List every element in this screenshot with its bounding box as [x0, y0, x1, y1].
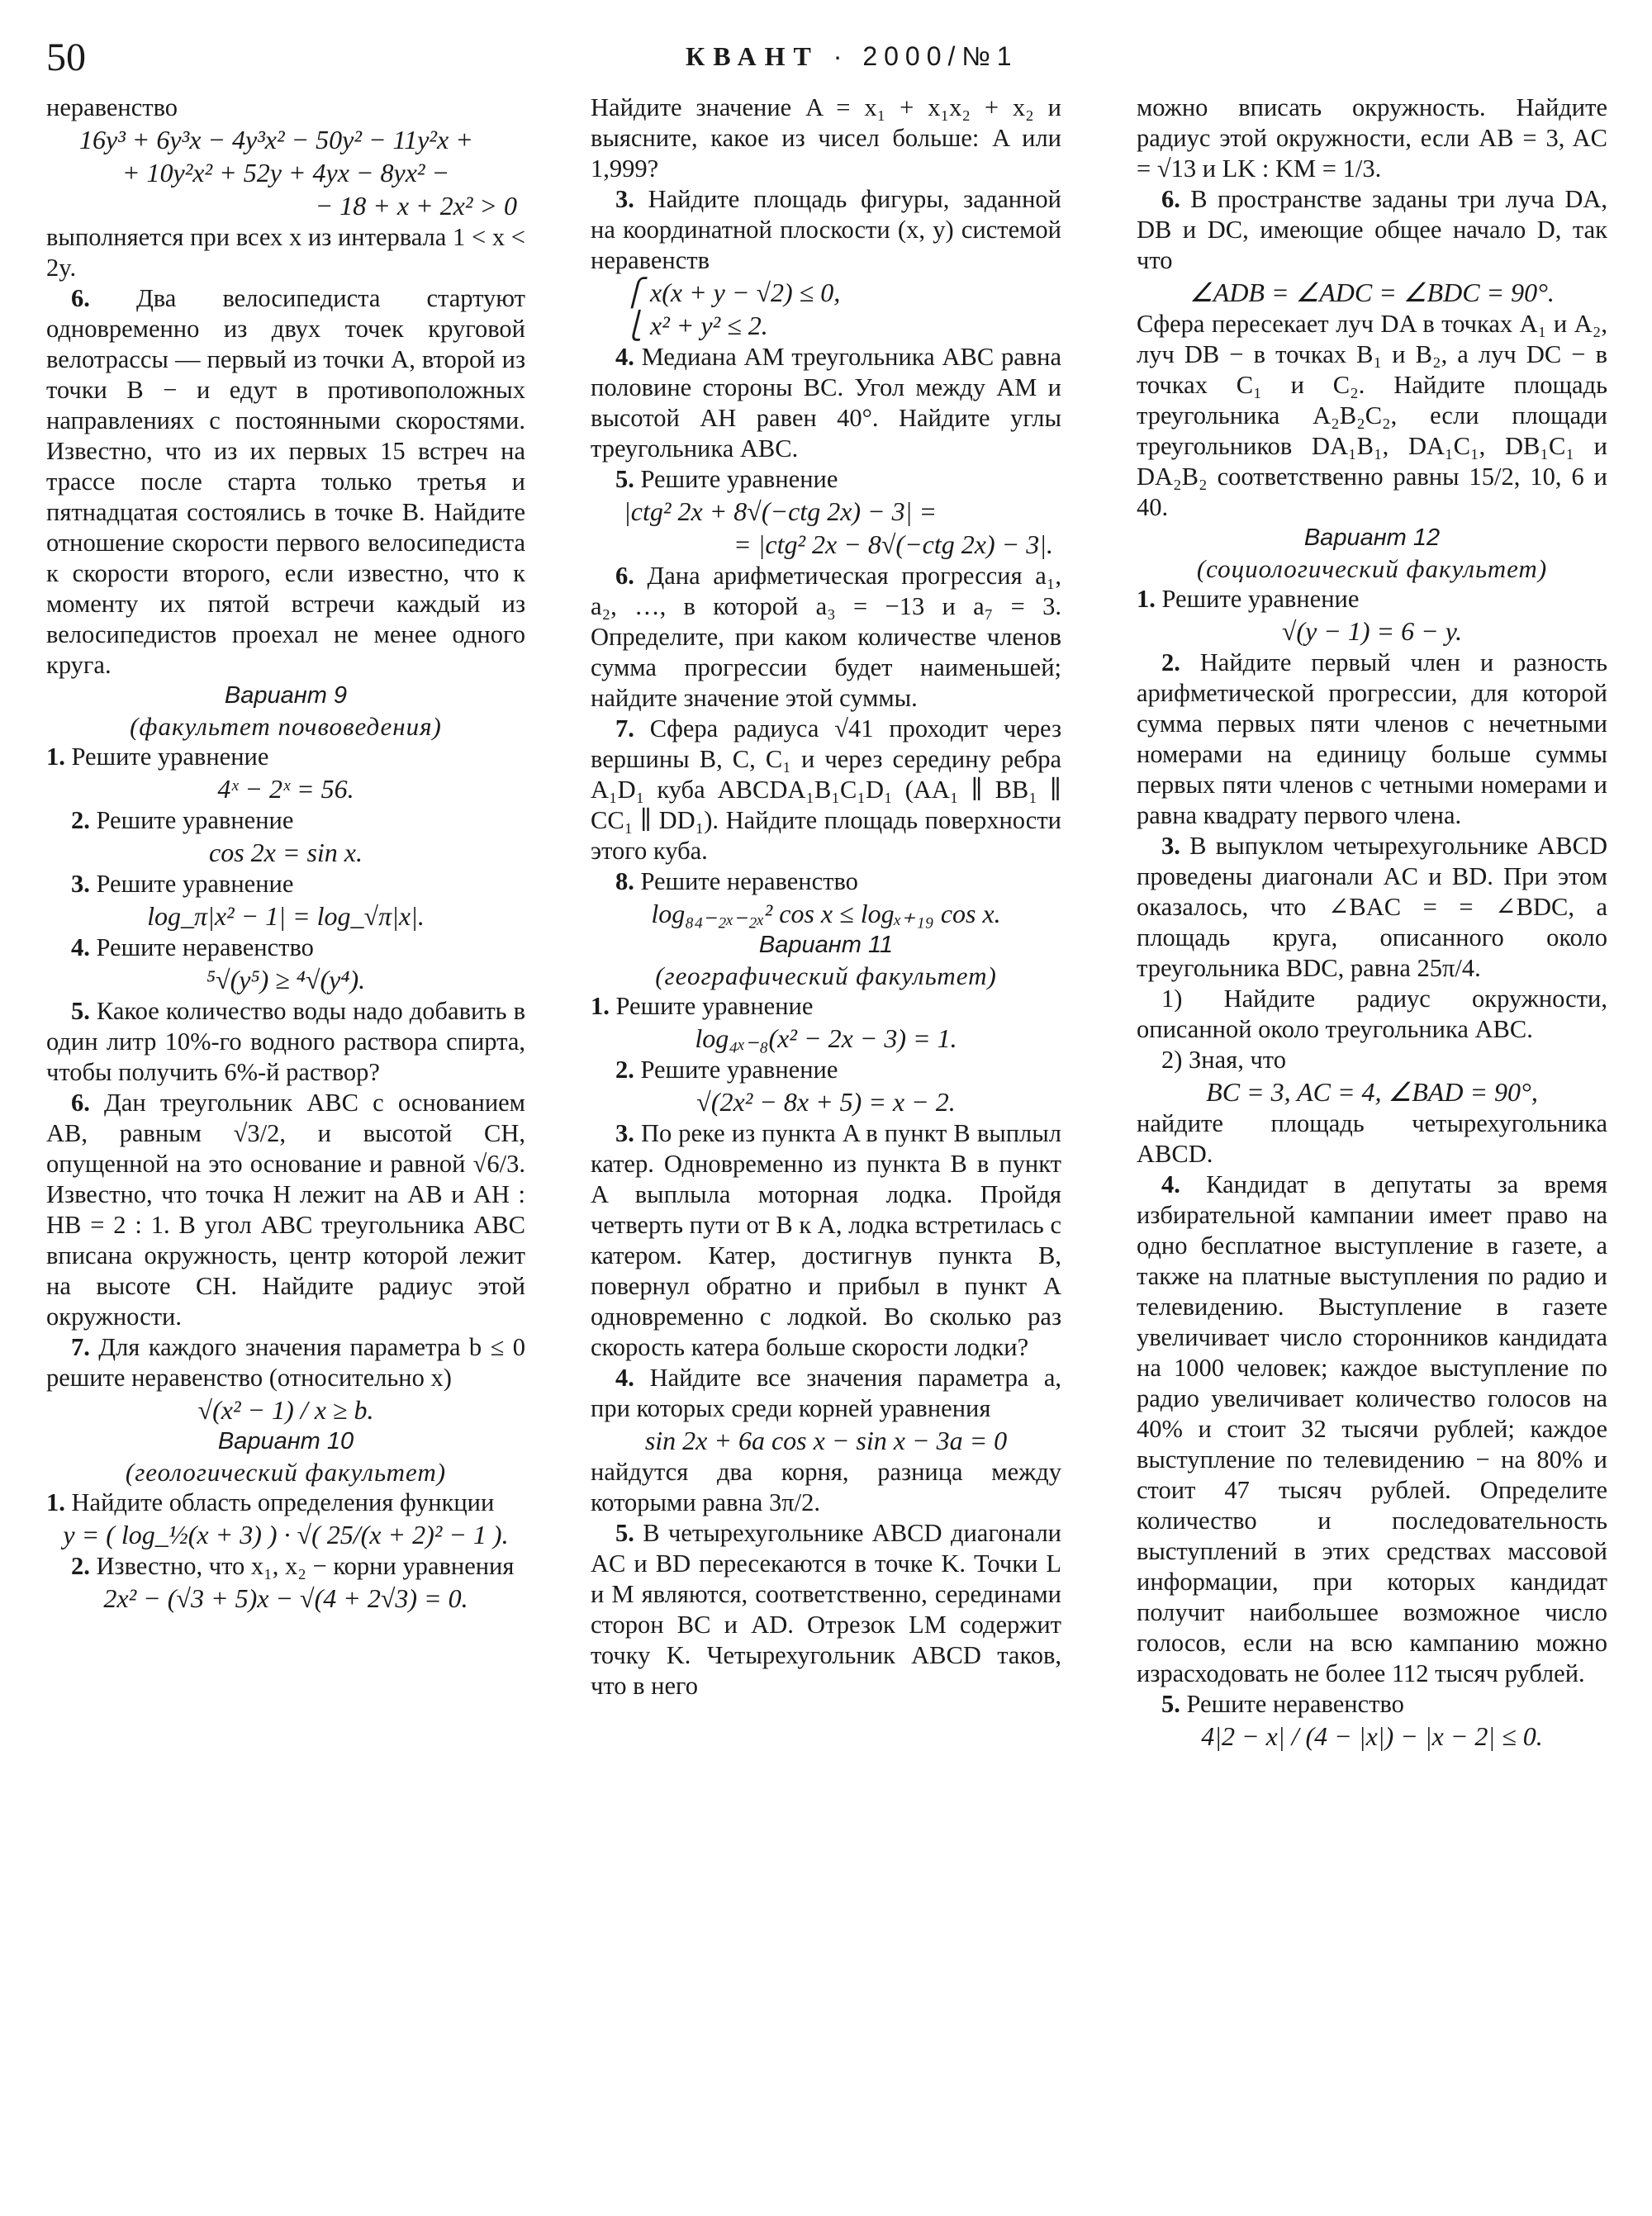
formula [591, 495, 1061, 528]
problem-number: 2. [71, 806, 90, 834]
variant-title [46, 1426, 525, 1457]
formula-text: ⎩ x² + y² ≤ 2. [624, 311, 768, 340]
formula-text: ⁵√(y⁵) ≥ ⁴√(y⁴). [206, 965, 366, 994]
variant-title-text: Вариант 9 [224, 682, 348, 709]
problem-paragraph [46, 869, 525, 899]
problem-number: 6. [71, 1089, 90, 1117]
paragraph-text: найдутся два корня, разница между которыми равна 3π/2. [591, 1458, 1061, 1516]
problem-paragraph-text: Два велосипедиста стартуют одновременно из двух точек круговой велотрассы — первый из точки A, второй из точки B − и едут в противоположных направлениях с постоянными скоростями. Известно, что из их первых 15 встреч на трассе после старта только третья и пятнадцатая состоялись в точке B. Найдите отношение скорости первого велосипедиста к скорости второго, если известно, что к моменту их пятой встречи каждый из велосипедистов проехал не менее одного круга. [46, 284, 525, 679]
problem-number: 4. [615, 1364, 634, 1392]
paragraph [46, 222, 525, 283]
formula [46, 123, 525, 156]
paragraph [46, 1488, 525, 1518]
paragraph [1137, 93, 1607, 184]
paragraph [1137, 584, 1607, 615]
problem-paragraph [1137, 1045, 1607, 1075]
paragraph-text: Решите уравнение [609, 992, 814, 1020]
faculty-subtitle [46, 711, 525, 742]
problem-number: 3. [615, 185, 634, 213]
journal-name: КВАНТ [686, 41, 819, 71]
problem-number: 4. [71, 933, 90, 961]
faculty-subtitle-text: (географический факультет) [655, 961, 997, 990]
problem-number: 3. [71, 870, 90, 898]
problem-paragraph [46, 1551, 525, 1582]
faculty-subtitle-text: (геологический факультет) [125, 1458, 447, 1487]
variant-title [46, 681, 525, 711]
problem-paragraph [1137, 184, 1607, 276]
problem-paragraph [1137, 984, 1607, 1045]
problem-paragraph [46, 805, 525, 836]
problem-paragraph-text: В выпуклом четырехугольнике ABCD проведены диагонали AC и BD. При этом оказалось, что ∠BAC = = ∠BDC, а площадь круга, описанного около треугольника BDC, равна 25π/4. [1137, 832, 1607, 982]
variant-title-text: Вариант 12 [1303, 524, 1441, 551]
problem-number: 5. [71, 997, 90, 1025]
formula [591, 276, 1061, 309]
problem-paragraph [46, 932, 525, 963]
problem-paragraph-text: Медиана AM треугольника ABC равна половине стороны BC. Угол между AM и высотой AH равен 40°. Найдите углы треугольника ABC. [591, 343, 1061, 463]
problem-paragraph [1137, 831, 1607, 984]
problem-number: 6. [615, 562, 634, 590]
paragraph-text: Найдите область определения функции [64, 1488, 495, 1516]
formula-text: y = ( log_½(x + 3) ) · √( 25/(x + 2)² − 1 ). [63, 1520, 509, 1549]
problem-paragraph-text: Решите уравнение [634, 1056, 838, 1084]
formula [591, 897, 1061, 930]
formula [591, 1085, 1061, 1118]
problem-paragraph [591, 1363, 1061, 1424]
formula [591, 309, 1061, 342]
problem-number: 2. [615, 1056, 634, 1084]
running-head [686, 41, 1018, 72]
problem-paragraph [591, 714, 1061, 866]
formula [46, 963, 525, 996]
problem-paragraph-text: Сфера радиуса √41 проходит через вершины B, C, C₁ и через середину ребра A₁D₁ куба ABCDA₁B₁C₁D₁ (AA₁ ∥ BB₁ ∥ CC₁ ∥ DD₁). Найдите площадь поверхности этого куба. [591, 714, 1061, 865]
paragraph-text: выполняется при всех x из интервала 1 < x < 2y. [46, 223, 525, 282]
variant-title-text: Вариант 11 [758, 932, 894, 958]
paragraph-text: Сфера пересекает луч DA в точках A₁ и A₂, луч DB − в точках B₁ и B₂, а луч DC − в точках C₁ и C₂. Найдите площадь треугольника A₂B₂C₂, если площади треугольников DA₁B₁, DA₁C₁, DB₁C₁ и DA₂B₂ соответственно равны 15/2, 10, 6 и 40. [1137, 310, 1607, 521]
problem-paragraph-text: В пространстве заданы три луча DA, DB и DC, имеющие общее начало D, так что [1137, 185, 1607, 274]
problem-paragraph-text: Для каждого значения параметра b ≤ 0 решите неравенство (относительно x) [46, 1333, 525, 1392]
formula [46, 189, 525, 222]
problem-paragraph [46, 283, 525, 681]
formula-text: sin 2x + 6a cos x − sin x − 3a = 0 [644, 1426, 1008, 1455]
formula-text: log_π|x² − 1| = log_√π|x|. [147, 901, 425, 931]
paragraph-text: найдите площадь четырехугольника ABCD. [1137, 1109, 1607, 1168]
faculty-subtitle [591, 961, 1061, 991]
formula-text: 2x² − (√3 + 5)x − √(4 + 2√3) = 0. [103, 1583, 468, 1613]
formula-text: = |ctg² 2x − 8√(−ctg 2x) − 3|. [733, 529, 1053, 559]
problem-paragraph-text: По реке из пункта A в пункт B выплыл катер. Одновременно из пункта B в пункт A выплыла моторная лодка. Пройдя четверть пути от B к A, лодка встретилась с катером. Катер, достигнув пункта B, повернул обратно и прибыл в пункт A одновременно с лодкой. Во сколько раз скорость катера больше скорости лодки? [591, 1119, 1061, 1361]
paragraph [46, 93, 525, 123]
variant-title-text: Вариант 10 [217, 1428, 354, 1454]
problem-paragraph [46, 1332, 525, 1393]
problem-paragraph-text: Решите уравнение [89, 870, 294, 898]
problem-paragraph-text: Решите неравенство [1180, 1690, 1404, 1718]
problem-number: 4. [615, 343, 634, 371]
paragraph [591, 93, 1061, 184]
formula-text: 16y³ + 6y³x − 4y³x² − 50y² − 11y²x + [79, 125, 473, 154]
formula [46, 1582, 525, 1615]
formula-text: ⎧ x(x + y − √2) ≤ 0, [624, 278, 841, 307]
problem-number: 7. [615, 714, 634, 743]
problem-paragraph [591, 1518, 1061, 1701]
formula [591, 528, 1061, 561]
formula [591, 1022, 1061, 1055]
problem-paragraph [1137, 1689, 1607, 1720]
formula [1137, 615, 1607, 648]
problem-number: 1. [1137, 585, 1156, 613]
paragraph-text: неравенство [46, 93, 178, 121]
issue-number: · 2000/№1 [833, 41, 1018, 71]
problem-number: 1. [46, 743, 65, 771]
faculty-subtitle-text: (социологический факультет) [1196, 554, 1548, 583]
problem-paragraph-text: В четырехугольнике ABCD диагонали AC и BD пересекаются в точке K. Точки L и M являются, соответственно, серединами сторон BC и AD. Отрезок LM содержит точку K. Четырехугольник ABCD таков, что в него [591, 1519, 1061, 1700]
formula-text: log₄ₓ₋₈(x² − 2x − 3) = 1. [695, 1023, 957, 1053]
paragraph [591, 991, 1061, 1022]
paragraph-text: можно вписать окружность. Найдите радиус этой окружности, если AB = 3, AC = √13 и LK : KM = 1/3. [1137, 93, 1607, 183]
problem-paragraph [591, 184, 1061, 276]
paragraph [46, 742, 525, 772]
formula [46, 1518, 525, 1551]
problem-number: 5. [615, 1519, 634, 1547]
problem-paragraph-text: Решите неравенство [634, 867, 858, 895]
faculty-subtitle-text: (факультет почвоведения) [130, 712, 442, 741]
problem-number: 3. [615, 1119, 634, 1147]
problem-paragraph [591, 1118, 1061, 1363]
problem-paragraph-text: Найдите первый член и разность арифметической прогрессии, для которой сумма первых пяти членов с нечетными номерами на единицу больше суммы первых пяти членов с четными номерами и равна квадрату первого члена. [1137, 648, 1607, 829]
problem-paragraph-text: Дан треугольник ABC с основанием AB, равным √3/2, и высотой CH, опущенной на это основание и равной √6/3. Известно, что точка H лежит на AB и AH : HB = 2 : 1. В угол ABC треугольника ABC вписана окружность, центр которой лежит на высоте CH. Найдите радиус этой окружности. [46, 1089, 525, 1331]
problem-paragraph [46, 996, 525, 1088]
paragraph [1137, 1108, 1607, 1170]
problem-paragraph-text: Решите уравнение [89, 806, 294, 834]
problem-number: 2. [1161, 648, 1180, 676]
problem-paragraph-text: Найдите все значения параметра a, при которых среди корней уравнения [591, 1364, 1061, 1422]
formula [46, 899, 525, 932]
problem-paragraph-text: Найдите площадь фигуры, заданной на координатной плоскости (x, y) системой неравенств [591, 185, 1061, 274]
formula-text: √(2x² − 8x + 5) = x − 2. [696, 1087, 956, 1117]
text-column-2 [591, 93, 1061, 1701]
problem-paragraph [46, 1088, 525, 1332]
problem-number: 1. [46, 1488, 65, 1516]
formula-text: cos 2x = sin x. [209, 838, 363, 867]
formula-text: √(y − 1) = 6 − y. [1281, 616, 1463, 646]
problem-paragraph [1137, 1170, 1607, 1689]
paragraph-text: Решите уравнение [1155, 585, 1360, 613]
faculty-subtitle [1137, 553, 1607, 584]
formula [591, 1424, 1061, 1457]
formula [46, 836, 525, 869]
formula-text: − 18 + x + 2x² > 0 [315, 191, 517, 221]
problem-number: 1. [591, 992, 610, 1020]
problem-paragraph [591, 342, 1061, 464]
paragraph [1137, 309, 1607, 523]
problem-paragraph-text: Какое количество воды надо добавить в один литр 10%-го водного раствора спирта, чтобы получить 6%-й раствор? [46, 997, 525, 1086]
formula-text: 4ˣ − 2ˣ = 56. [217, 774, 354, 804]
problem-paragraph [591, 1055, 1061, 1085]
page-number: 50 [46, 36, 86, 79]
problem-number: 7. [71, 1333, 90, 1361]
variant-title [591, 930, 1061, 961]
problem-paragraph-text: Решите уравнение [634, 465, 838, 493]
problem-number: 5. [615, 465, 634, 493]
problem-paragraph-text: 2) Зная, что [1161, 1046, 1286, 1074]
text-column-1 [46, 93, 525, 1615]
formula [1137, 1720, 1607, 1753]
faculty-subtitle [46, 1457, 525, 1488]
problem-paragraph-text: 1) Найдите радиус окружности, описанной около треугольника ABC. [1137, 985, 1607, 1043]
problem-paragraph [591, 866, 1061, 897]
formula-text: 4|2 − x| / (4 − |x|) − |x − 2| ≤ 0. [1201, 1721, 1543, 1751]
problem-number: 6. [71, 284, 90, 312]
paragraph-text: Найдите значение A = x₁ + x₁x₂ + x₂ и выясните, какое из чисел больше: A или 1,999? [591, 93, 1061, 183]
paragraph-text: Решите уравнение [64, 743, 269, 771]
problem-number: 2. [71, 1552, 90, 1580]
paragraph [591, 1457, 1061, 1518]
problem-paragraph-text: Кандидат в депутаты за время избирательной кампании имеет право на одно бесплатное выступление в газете, а также на платные выступления по радио и телевидению. Выступление в газете увеличивает число сторонников кандидата на 1000 человек; каждое выступление по радио увеличивает количество голосов на 40% и стоит 32 тысячи рублей; каждое выступление по телевидению − на 80% и стоит 47 тысяч рублей. Определите количество и последовательность выступлений в этих средствах массовой информации, при которых кандидат получит наибольшее возможное число голосов, если на всю кампанию можно израсходовать не более 112 тысяч рублей. [1137, 1170, 1607, 1687]
problem-number: 4. [1161, 1170, 1180, 1198]
text-column-3 [1137, 93, 1607, 1753]
formula-text: √(x² − 1) / x ≥ b. [197, 1395, 374, 1425]
formula-text: ∠ADB = ∠ADC = ∠BDC = 90°. [1189, 278, 1555, 307]
formula [1137, 1075, 1607, 1108]
problem-number: 8. [615, 867, 634, 895]
problem-number: 5. [1161, 1690, 1180, 1718]
problem-number: 3. [1161, 832, 1180, 860]
formula-text: log₈₄₋₂ₓ₋₂ₓ² cos x ≤ logₓ₊₁₉ cos x. [651, 899, 1001, 928]
problem-paragraph [591, 464, 1061, 495]
formula-text: + 10y²x² + 52y + 4yx − 8yx² − [121, 158, 450, 187]
formula [46, 156, 525, 189]
formula-text: BC = 3, AC = 4, ∠BAD = 90°, [1206, 1077, 1538, 1107]
problem-paragraph [591, 561, 1061, 714]
problem-paragraph [1137, 648, 1607, 831]
formula [46, 1393, 525, 1426]
variant-title [1137, 523, 1607, 553]
problem-paragraph-text: Дана арифметическая прогрессия a₁, a₂, …, в которой a₃ = −13 и a₇ = 3. Определите, при каком количестве членов сумма прогрессии будет наименьшей; найдите значение этой суммы. [591, 562, 1061, 712]
problem-paragraph-text: Известно, что x₁, x₂ − корни уравнения [89, 1552, 515, 1580]
formula-text: |ctg² 2x + 8√(−ctg 2x) − 3| = [624, 496, 938, 526]
problem-number: 6. [1161, 185, 1180, 213]
formula [1137, 276, 1607, 309]
problem-paragraph-text: Решите неравенство [89, 933, 314, 961]
formula [46, 772, 525, 805]
